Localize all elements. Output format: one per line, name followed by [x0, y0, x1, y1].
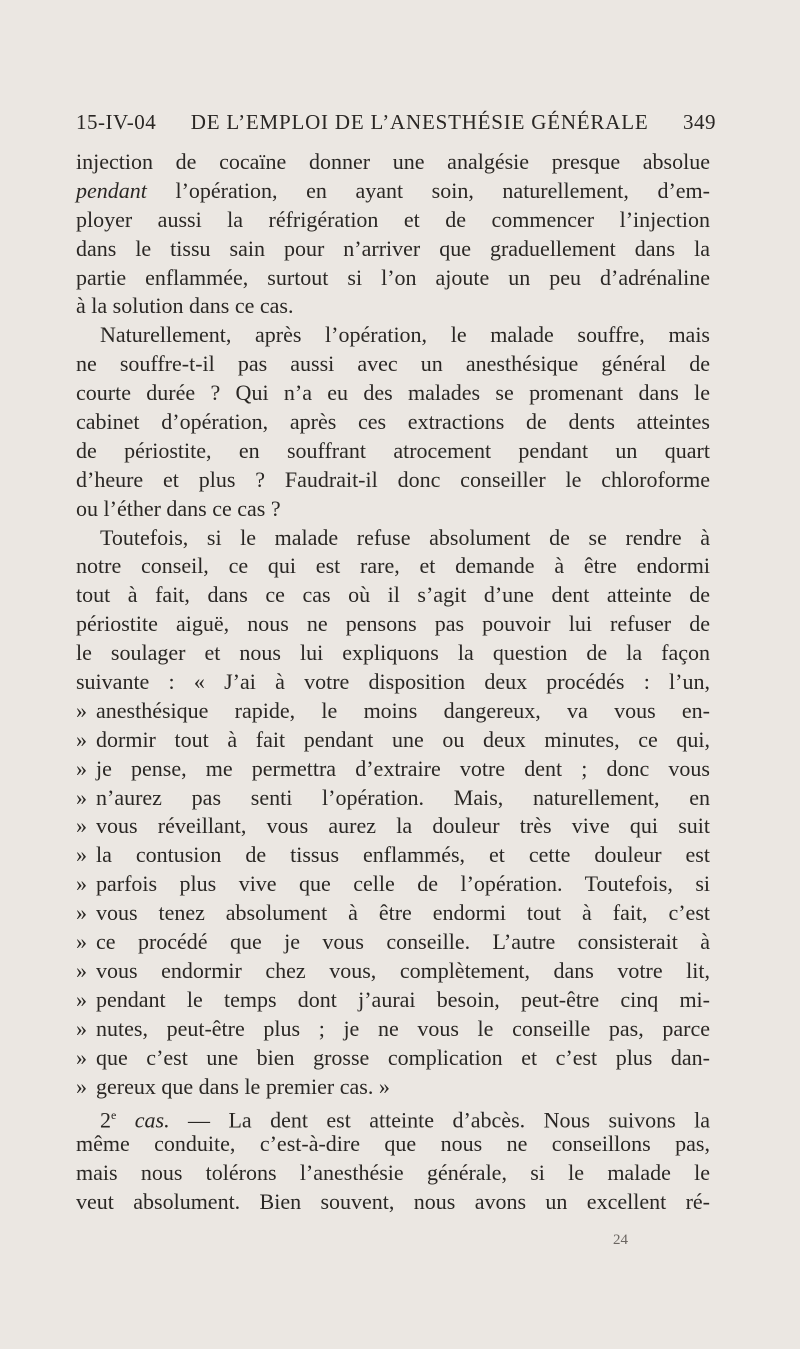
quote-line: » que c’est une bien grosse complication et c’est plus dan- [76, 1044, 710, 1073]
quote-mark: » [76, 1044, 87, 1070]
text-line: tout à fait, dans ce cas où il s’agit d’une dent atteinte de [76, 582, 710, 608]
quote-line: » nutes, peut-être plus ; je ne vous le conseille pas, parce [76, 1015, 710, 1044]
quote-line: » anesthésique rapide, le moins dangereux, va vous en- [76, 697, 710, 726]
italic-word: cas. [134, 1107, 170, 1133]
text-line: courte durée ? Qui n’a eu des malades se promenant dans le [76, 380, 710, 406]
quote-mark: » [76, 986, 87, 1012]
quote-mark: » [76, 900, 87, 926]
text-line: suivante : « J’ai à votre disposition deux procédés : l’un, [76, 669, 710, 695]
quote-mark: » [76, 957, 87, 983]
quote-mark: » [76, 697, 87, 723]
quote-line: » pendant le temps dont j’aurai besoin, peut-être cinq mi- [76, 986, 710, 1015]
text-line: mais nous tolérons l’anesthésie générale, si le malade le [76, 1160, 710, 1186]
text-line: même conduite, c’est-à-dire que nous ne conseillons pas, [76, 1131, 710, 1157]
text-line: ployer aussi la réfrigération et de commencer l’injection [76, 206, 710, 232]
quote-mark: » [76, 1073, 87, 1099]
signature-mark: 24 [613, 1232, 628, 1248]
ordinal-suffix: e [111, 1108, 117, 1123]
quote-mark: » [76, 755, 87, 781]
quote-line: » gereux que dans le premier cas. » [76, 1073, 710, 1102]
text-line: d’heure et plus ? Faudrait-il donc conseiller le chloroforme [76, 466, 710, 492]
text-line: injection de cocaïne donner une analgésie presque absolue [76, 149, 710, 174]
case-number: 2 [100, 1107, 111, 1133]
quote-line: » ce procédé que je vous conseille. L’autre consisterait à [76, 928, 710, 957]
quote-mark: » [76, 929, 87, 955]
text-line: notre conseil, ce qui est rare, et demande à être endormi [76, 553, 710, 579]
quote-line: » la contusion de tissus enflammés, et cette douleur est [76, 841, 710, 870]
running-header [76, 110, 716, 135]
text-line: pendant l’opération, en ayant soin, naturellement, d’em- [76, 177, 710, 203]
text-line: périostite aiguë, nous ne pensons pas pouvoir lui refuser de [76, 611, 710, 637]
body-text [76, 148, 710, 1217]
text-line: ne souffre-t-il pas aussi avec un anesthésique général de [76, 351, 710, 377]
quote-mark: » [76, 813, 87, 839]
text-line: ou l’éther dans ce cas ? [76, 495, 281, 521]
text-line: cabinet d’opération, après ces extractions de dents atteintes [76, 409, 710, 435]
text-line: dans le tissu sain pour n’arriver que graduellement dans la [76, 235, 710, 261]
text-line: de périostite, en souffrant atrocement pendant un quart [76, 437, 710, 463]
paragraph-start: 2e cas. — La dent est atteinte d’abcès. Nous suivons la [100, 1107, 710, 1133]
paragraph-start: Toutefois, si le malade refuse absolument de se rendre à [100, 524, 710, 550]
quote-line: » vous tenez absolument à être endormi tout à fait, c’est [76, 899, 710, 928]
quote-line: » n’aurez pas senti l’opération. Mais, naturellement, en [76, 784, 710, 813]
text-line: à la solution dans ce cas. [76, 293, 294, 319]
quote-line: » vous endormir chez vous, complètement, dans votre lit, [76, 957, 710, 986]
quote-mark: » [76, 842, 87, 868]
quote-line: » vous réveillant, vous aurez la douleur très vive qui suit [76, 812, 710, 841]
quote-mark: » [76, 1015, 87, 1041]
text-line: partie enflammée, surtout si l’on ajoute un peu d’adrénaline [76, 264, 710, 290]
quote-mark: » [76, 726, 87, 752]
quote-line: » parfois plus vive que celle de l’opération. Toutefois, si [76, 870, 710, 899]
quote-line: » dormir tout à fait pendant une ou deux minutes, ce qui, [76, 726, 710, 755]
quote-line: » je pense, me permettra d’extraire votre dent ; donc vous [76, 755, 710, 784]
italic-word: pendant [76, 177, 147, 203]
paragraph-start: Naturellement, après l’opération, le malade souffre, mais [100, 322, 710, 348]
text-line: le soulager et nous lui expliquons la question de la façon [76, 640, 710, 666]
page-number: 349 [683, 110, 716, 134]
quote-mark: » [76, 871, 87, 897]
text-line: veut absolument. Bien souvent, nous avons un excellent ré- [76, 1189, 710, 1215]
header-title: DE L’EMPLOI DE L’ANESTHÉSIE GÉNÉRALE [190, 110, 649, 134]
header-reference: 15-IV-04 [76, 110, 157, 134]
quote-mark: » [76, 784, 87, 810]
